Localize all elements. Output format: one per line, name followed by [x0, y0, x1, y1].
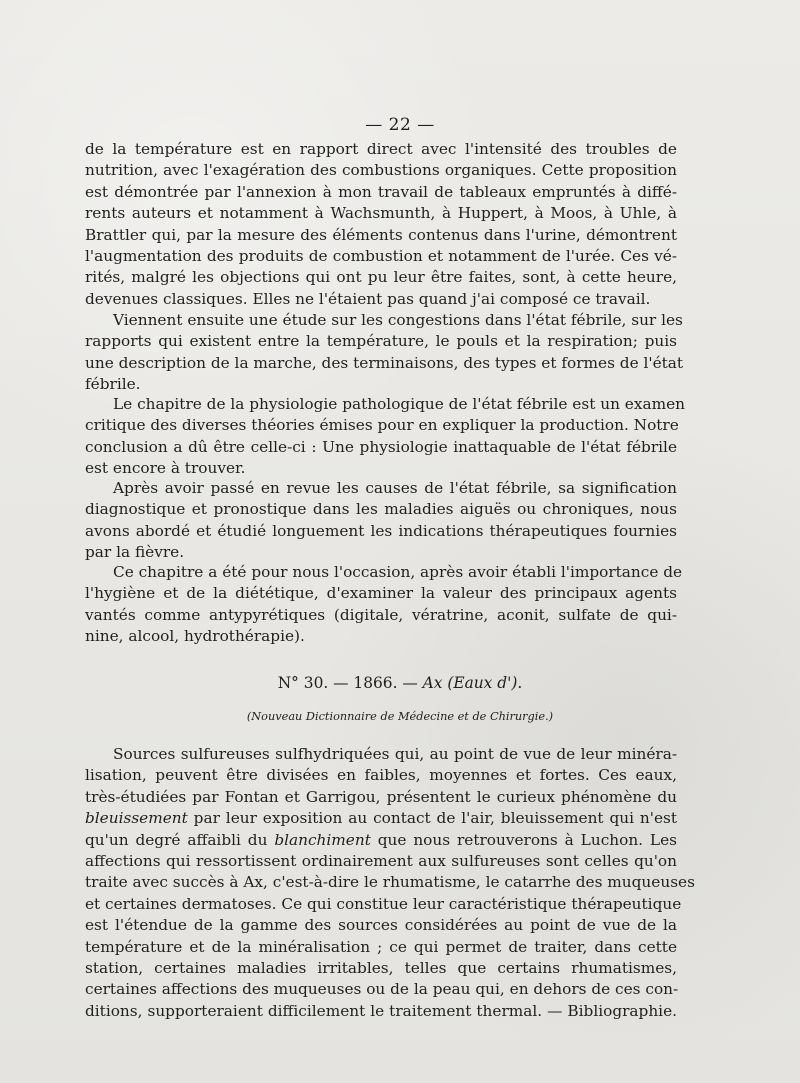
entry-number: N° 30. — 1866. —	[277, 674, 423, 692]
text-line: ditions, supporteraient difficilement le traitement thermal. — Bibliographie.	[85, 1001, 677, 1020]
text-line: Ce chapitre a été pour nous l'occasion, après avoir établi l'importance de	[113, 563, 683, 581]
entry-heading	[0, 673, 800, 693]
text-line: une description de la marche, des terminaisons, des types et formes de l'état	[85, 353, 684, 372]
text-line: température et de la minéralisation ; ce qui permet de traiter, dans cette	[85, 937, 677, 956]
text-line: rapports qui existent entre la température, le pouls et la respiration; puis	[85, 332, 677, 351]
text-line: est l'étendue de la gamme des sources considérées au point de vue de la	[85, 916, 677, 935]
italic-term: blanchiment	[274, 830, 371, 849]
text-line: Viennent ensuite une étude sur les congestions dans l'état fébrile, sur les	[113, 311, 683, 329]
text-line: est démontrée par l'annexion à mon travail de tableaux empruntés à diffé-	[85, 182, 677, 201]
text-line-bleuissement	[85, 808, 677, 829]
entry-title: Ax (Eaux d')	[422, 674, 518, 692]
text-line: rités, malgré les objections qui ont pu leur être faites, sont, à cette heure,	[85, 268, 677, 287]
text-line: Le chapitre de la physiologie pathologique de l'état fébrile est un examen	[113, 395, 685, 413]
italic-term: bleuissement	[85, 809, 188, 828]
paragraph-temperature-nutrition	[85, 139, 677, 310]
text-line: par la fièvre.	[85, 543, 185, 562]
text-line: diagnostique et pronostique dans les maladies aiguës ou chroniques, nous	[85, 500, 677, 519]
text-line: nutrition, avec l'exagération des combustions organiques. Cette proposition	[85, 161, 677, 180]
paragraph-congestions	[85, 310, 684, 396]
text-line: traite avec succès à Ax, c'est-à-dire le rhumatisme, le catarrhe des muqueuses	[85, 873, 695, 892]
paragraph-causes	[85, 478, 677, 564]
paragraph-hygiene	[85, 562, 683, 648]
text-line: avons abordé et étudié longuement les indications thérapeutiques fournies	[85, 521, 677, 540]
text-line: rents auteurs et notamment à Wachsmunth, à Huppert, à Moos, à Uhle, à	[85, 204, 677, 223]
text-line: critique des diverses théories émises pour en expliquer la production. Notre	[85, 416, 679, 435]
text-line: vantés comme antypyrétiques (digitale, vératrine, aconit, sulfate de qui-	[85, 605, 677, 624]
text-fragment: par leur exposition au contact de l'air, bleuissement qui n'est	[187, 809, 677, 828]
entry-source: (Nouveau Dictionnaire de Médecine et de Chirurgie.)	[246, 710, 554, 723]
paragraph-sources-sulfureuses	[85, 744, 695, 1022]
text-line: l'hygiène et de la diététique, d'examiner la valeur des principaux agents	[85, 584, 677, 603]
page-number: — 22 —	[365, 115, 435, 135]
text-line: station, certaines maladies irritables, telles que certains rhumatismes,	[85, 959, 677, 978]
text-line: fébrile.	[85, 375, 141, 394]
text-line: l'augmentation des produits de combustion et notamment de l'urée. Ces vé-	[85, 247, 677, 266]
text-line: certaines affections des muqueuses ou de la peau qui, en dehors de ces con-	[85, 980, 679, 999]
paragraph-physiologie	[85, 394, 685, 480]
text-line: de la température est en rapport direct avec l'intensité des troubles de	[85, 140, 677, 158]
text-line: nine, alcool, hydrothérapie).	[85, 627, 305, 646]
text-line: lisation, peuvent être divisées en faibles, moyennes et fortes. Ces eaux,	[85, 766, 677, 785]
text-line: Après avoir passé en revue les causes de l'état fébrile, sa signification	[113, 479, 677, 497]
entry-punctuation: .	[517, 674, 523, 692]
text-fragment: qu'un degré affaibli du	[85, 830, 275, 849]
text-line: et certaines dermatoses. Ce qui constitue leur caractéristique thérapeutique	[85, 894, 682, 913]
text-line: devenues classiques. Elles ne l'étaient pas quand j'ai composé ce travail.	[85, 289, 651, 308]
text-line: est encore à trouver.	[85, 459, 246, 478]
text-line: affections qui ressortissent ordinairement aux sulfureuses sont celles qu'on	[85, 852, 677, 871]
text-line-blanchiment	[85, 830, 677, 851]
text-line: Sources sulfureuses sulfhydriquées qui, au point de vue de leur minéra-	[113, 745, 677, 763]
text-line: conclusion a dû être celle-ci : Une physiologie inattaquable de l'état fébrile	[85, 437, 677, 456]
text-line: très-étudiées par Fontan et Garrigou, présentent le curieux phénomène du	[85, 787, 677, 806]
text-line: Brattler qui, par la mesure des éléments contenus dans l'urine, démontrent	[85, 225, 677, 244]
text-fragment: que nous retrouverons à Luchon. Les	[370, 830, 677, 849]
